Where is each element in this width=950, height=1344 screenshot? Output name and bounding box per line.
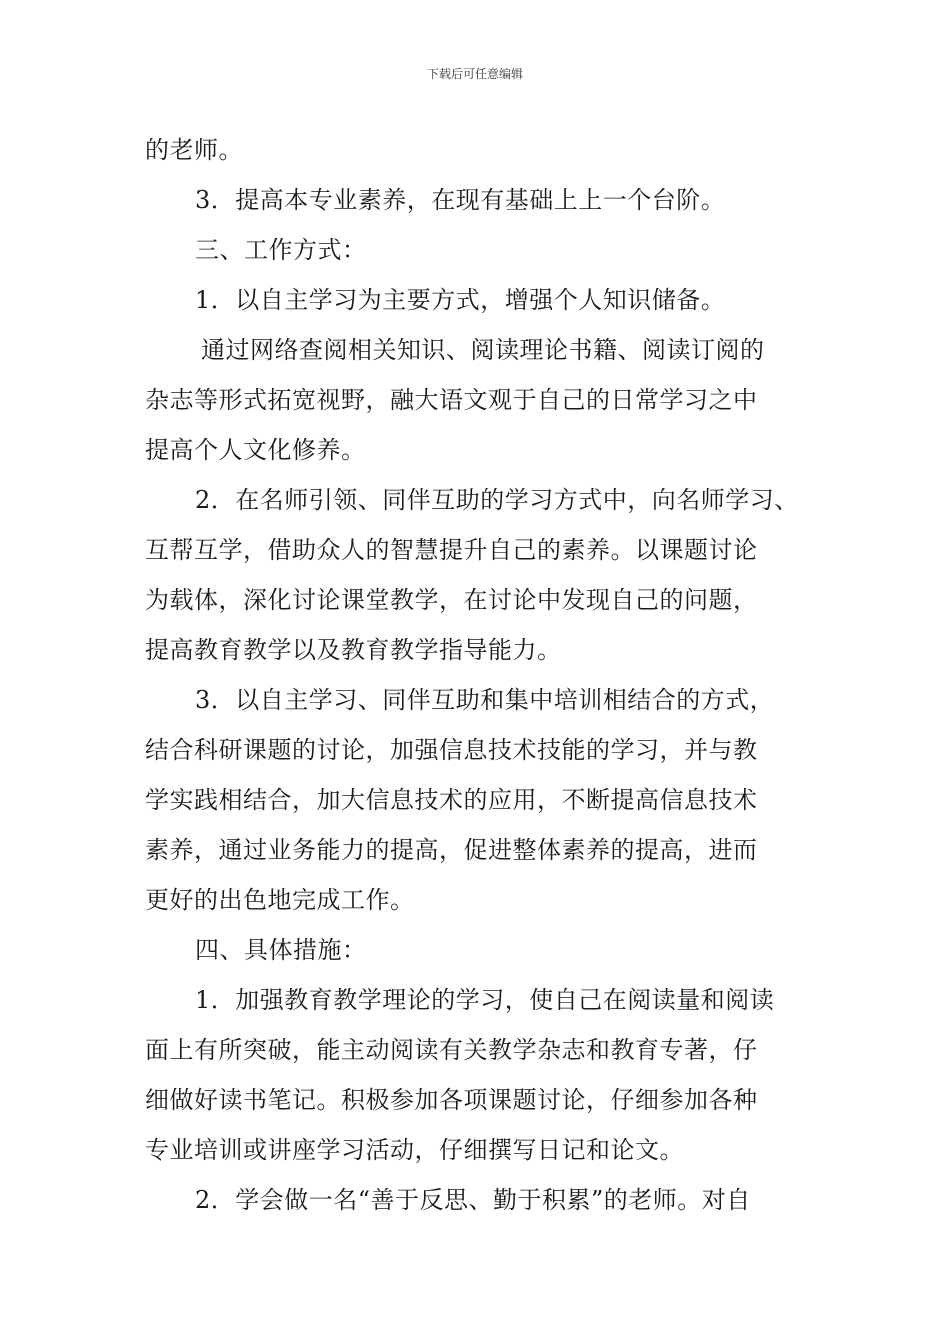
text-line: 细做好读书笔记。积极参加各项课题讨论，仔细参加各种 — [145, 1086, 758, 1114]
text-line: 互帮互学，借助众人的智慧提升自己的素养。以课题讨论 — [145, 536, 758, 564]
text-line: 2．在名师引领、同伴互助的学习方式中，向名师学习、 — [195, 486, 799, 514]
text-line: 面上有所突破，能主动阅读有关教学杂志和教育专著，仔 — [145, 1036, 758, 1064]
text-line: 为载体，深化讨论课堂教学，在讨论中发现自己的问题， — [145, 586, 758, 614]
text-line: 2．学会做一名“善于反思、勤于积累”的老师。对自 — [195, 1186, 751, 1214]
text-line: 杂志等形式拓宽视野，融大语文观于自己的日常学习之中 — [145, 386, 758, 414]
text-line: 素养，通过业务能力的提高，促进整体素养的提高，进而 — [145, 836, 758, 864]
page-header-note: 下载后可任意编辑 — [426, 67, 523, 81]
text-line: 3．以自主学习、同伴互助和集中培训相结合的方式， — [195, 686, 775, 714]
text-line: 的老师。 — [145, 136, 243, 164]
text-line: 更好的出色地完成工作。 — [145, 886, 415, 914]
text-line: 学实践相结合，加大信息技术的应用，不断提高信息技术 — [145, 786, 758, 814]
text-line: 3．提高本专业素养，在现有基础上上一个台阶。 — [195, 186, 726, 214]
document-body — [145, 125, 825, 1225]
text-line: 专业培训或讲座学习活动，仔细撰写日记和论文。 — [145, 1136, 684, 1164]
text-line: 通过网络查阅相关知识、阅读理论书籍、阅读订阅的 — [201, 336, 765, 364]
text-line: 提高教育教学以及教育教学指导能力。 — [145, 636, 562, 664]
section-heading: 四、具体措施： — [195, 936, 367, 964]
section-heading: 三、工作方式： — [195, 236, 367, 264]
text-line: 提高个人文化修养。 — [145, 436, 366, 464]
text-line: 结合科研课题的讨论，加强信息技术技能的学习，并与教 — [145, 736, 758, 764]
text-line: 1．加强教育教学理论的学习，使自己在阅读量和阅读 — [195, 986, 775, 1014]
text-line: 1．以自主学习为主要方式，增强个人知识储备。 — [195, 286, 726, 314]
